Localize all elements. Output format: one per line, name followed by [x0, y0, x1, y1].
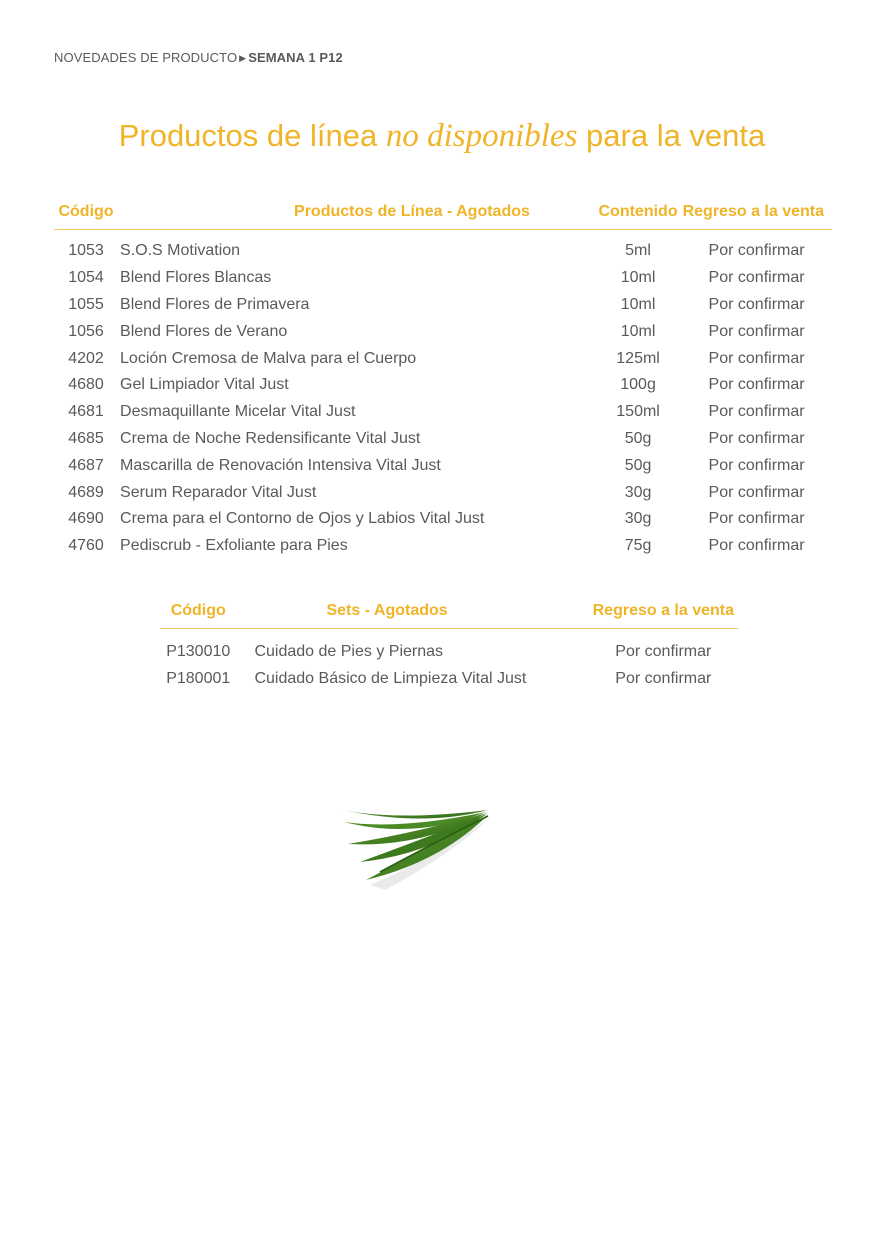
row-return: Por confirmar	[708, 349, 805, 367]
row-code: 4680	[68, 376, 104, 394]
row-return: Por confirmar	[708, 269, 805, 287]
row-content: 125ml	[616, 349, 660, 367]
row-product-name: Gel Limpiador Vital Just	[120, 376, 289, 394]
header-return: Regreso a la venta	[681, 203, 832, 230]
products-table	[54, 203, 832, 560]
table-row	[54, 479, 832, 506]
row-content: 5ml	[625, 242, 651, 260]
page-title	[0, 118, 884, 155]
row-set-name: Cuidado de Pies y Piernas	[254, 643, 444, 661]
row-content: 50g	[624, 456, 652, 474]
row-code: 4690	[68, 510, 104, 528]
row-code: 4202	[68, 349, 104, 367]
row-return: Por confirmar	[708, 429, 805, 447]
row-return: Por confirmar	[708, 242, 805, 260]
row-content: 30g	[624, 483, 652, 501]
sets-table	[160, 602, 738, 693]
row-product-name: Mascarilla de Renovación Intensiva Vital Just	[120, 456, 441, 474]
row-code: 1055	[68, 295, 104, 313]
table-row	[54, 372, 832, 399]
table-row	[54, 230, 832, 265]
row-set-return: Por confirmar	[615, 670, 712, 688]
row-content: 10ml	[620, 269, 656, 287]
row-return: Por confirmar	[708, 322, 805, 340]
row-product-name: Blend Flores Blancas	[120, 269, 272, 287]
row-code: 4681	[68, 403, 104, 421]
products-table-header	[54, 203, 832, 230]
row-code: 4687	[68, 456, 104, 474]
row-return: Por confirmar	[708, 403, 805, 421]
row-return: Por confirmar	[708, 456, 805, 474]
table-row	[54, 426, 832, 453]
row-content: 30g	[624, 510, 652, 528]
row-content: 10ml	[620, 322, 656, 340]
row-code: 1054	[68, 269, 104, 287]
row-content: 100g	[620, 376, 656, 394]
row-product-name: Loción Cremosa de Malva para el Cuerpo	[120, 349, 417, 367]
breadcrumb-week: SEMANA 1 P12	[248, 50, 343, 65]
row-code: 1056	[68, 322, 104, 340]
row-content: 150ml	[616, 403, 660, 421]
row-set-code: P180001	[166, 670, 231, 688]
table-row	[54, 292, 832, 319]
table-row	[54, 318, 832, 345]
header-product-name: Productos de Línea - Agotados	[118, 203, 595, 230]
rosemary-sprig-icon	[330, 800, 495, 895]
row-product-name: Blend Flores de Primavera	[120, 295, 310, 313]
table-row	[54, 265, 832, 292]
row-code: 4685	[68, 429, 104, 447]
table-row	[54, 345, 832, 372]
sets-table-header	[160, 602, 738, 629]
row-product-name: Blend Flores de Verano	[120, 322, 288, 340]
title-after: para la venta	[577, 118, 766, 153]
row-product-name: Crema de Noche Redensificante Vital Just	[120, 429, 421, 447]
row-set-code: P130010	[166, 643, 231, 661]
header-code: Código	[54, 203, 118, 230]
row-product-name: S.O.S Motivation	[120, 242, 241, 260]
row-code: 4760	[68, 537, 104, 555]
row-set-return: Por confirmar	[615, 643, 712, 661]
header-set-name: Sets - Agotados	[236, 602, 588, 629]
row-code: 4689	[68, 483, 104, 501]
table-row	[54, 533, 832, 560]
play-arrow-icon: ▶	[239, 53, 247, 63]
header-set-return: Regreso a la venta	[589, 602, 738, 629]
title-emphasis: no disponibles	[385, 118, 578, 154]
row-return: Por confirmar	[708, 537, 805, 555]
table-row	[54, 399, 832, 426]
row-content: 75g	[624, 537, 652, 555]
header-content: Contenido	[595, 203, 681, 230]
row-content: 50g	[624, 429, 652, 447]
table-row	[54, 452, 832, 479]
row-set-name: Cuidado Básico de Limpieza Vital Just	[254, 670, 527, 688]
header-set-code: Código	[160, 602, 236, 629]
table-row	[160, 666, 738, 693]
row-product-name: Desmaquillante Micelar Vital Just	[120, 403, 356, 421]
row-return: Por confirmar	[708, 295, 805, 313]
row-product-name: Crema para el Contorno de Ojos y Labios Vital Just	[120, 510, 485, 528]
row-code: 1053	[68, 242, 104, 260]
row-return: Por confirmar	[708, 483, 805, 501]
breadcrumb-section: NOVEDADES DE PRODUCTO	[54, 50, 238, 65]
title-before: Productos de línea	[118, 118, 386, 153]
row-return: Por confirmar	[708, 510, 805, 528]
row-product-name: Pediscrub - Exfoliante para Pies	[120, 537, 348, 555]
breadcrumb	[54, 50, 343, 65]
table-row	[54, 506, 832, 533]
row-return: Por confirmar	[708, 376, 805, 394]
row-content: 10ml	[620, 295, 656, 313]
table-row	[160, 629, 738, 666]
row-product-name: Serum Reparador Vital Just	[120, 483, 317, 501]
